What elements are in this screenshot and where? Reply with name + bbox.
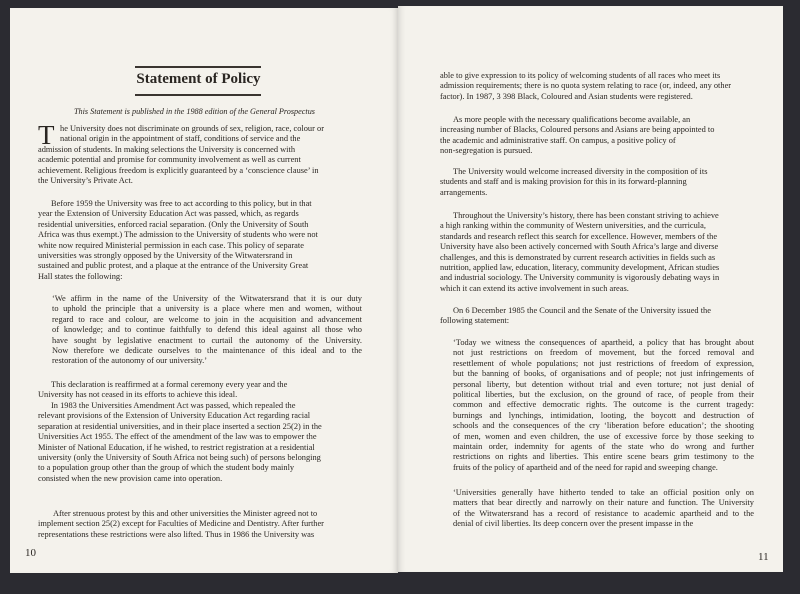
text-line: able to give expression to its policy of welcoming students of all races who meet its: [440, 71, 721, 80]
text-line: admission of students. In making selections the University is concerned with: [38, 144, 296, 154]
text-line: of men, women and even children, the use of excessive force by those seeking to: [453, 431, 754, 441]
text-line: challenges, and this is demonstrated by current research activities in fields such as: [440, 252, 716, 262]
text-line: Hall states the following:: [38, 271, 123, 281]
text-line: After strenuous protest by this and other universities the Minister agreed not to: [53, 509, 318, 518]
paragraph: [38, 380, 353, 401]
text-line: a high ranking within the community of Western universities, and the curricula,: [440, 221, 706, 231]
text-line: university (only the University of South Africa not being such) of persons belonging: [38, 452, 321, 462]
paragraph: [38, 401, 353, 484]
text-line: achievement. Religious freedom is explicitly guaranteed by a ‘conscience clause’ in: [38, 165, 319, 175]
text-line: relevant provisions of the Extension of University Education Act regarding racial: [38, 411, 311, 421]
paragraph: [440, 115, 758, 157]
page-number: 10: [25, 547, 36, 559]
left-page: [10, 8, 398, 573]
text-line: The University would welcome increased diversity in the composition of its: [453, 167, 708, 176]
text-line: non-segregation is pursued.: [440, 146, 533, 156]
text-line: implement section 25(2) except for Faculties of Medicine and Dentistry. After further: [38, 519, 324, 529]
page-title: Statement of Policy: [136, 71, 261, 87]
text-line: ‘Today we witness the consequences of apartheid, a policy that has brought about: [453, 338, 754, 347]
paragraph: [440, 167, 758, 198]
subtitle: This Statement is published in the 1988 edition of the General Prospectus: [74, 107, 315, 116]
text-line: standards and research reflect this search for excellence. However, members of the: [440, 231, 718, 241]
quote-paragraph: [453, 338, 754, 473]
text-line: burnings and lynchings, intimidation, looting, the boycott and destruction of: [453, 410, 754, 420]
right-page: [398, 6, 783, 572]
text-line: factor). In 1987, 3 398 Black, Coloured and Asian students were registered.: [440, 91, 693, 101]
paragraph: [38, 120, 353, 186]
text-line: resettlement of whole populations; not just restrictions of freedom of expression,: [453, 358, 754, 368]
text-line: have sought by legislative enactment to curtail the autonomy of the University.: [52, 335, 362, 345]
text-line: restrictions on rights and liberties. This entire scene bears grim testimony to the: [453, 452, 754, 462]
paragraph: [440, 71, 758, 102]
text-line: representations these restrictions were also lifted. Thus in 1986 the University was: [38, 529, 315, 539]
quote-paragraph: [52, 294, 362, 367]
text-line: Before 1959 the University was free to act according to this policy, but in that: [51, 199, 312, 208]
text-line: students and staff and is making provision for this in its forward-planning: [440, 177, 687, 187]
text-line: regard to race and colour, are welcome to join in the acquisition and advancement: [52, 314, 362, 324]
text-line: national origin in the appointment of staff, conditions of service and the: [60, 134, 301, 144]
paragraph: [38, 509, 353, 540]
text-line: denial of civil liberties. Its deep concern over the present impasse in the: [453, 519, 694, 529]
text-line: On 6 December 1985 the Council and the Senate of the University issued the: [453, 306, 711, 315]
text-line: of knowledge; and to continue faithfully to defend this ideal against all those who: [52, 325, 362, 335]
text-line: common and effective democratic rights. The outcome is the current tragedy:: [453, 400, 754, 410]
text-line: increasing number of Blacks, Coloured persons and Asians are being appointed to: [440, 125, 715, 135]
text-line: Throughout the University’s history, there has been constant striving to achieve: [453, 211, 719, 220]
text-line: to uphold the principle that a university is a place where men and women, without: [52, 304, 362, 314]
text-line: and industrial sociology. The University community is vigorously debating ways in: [440, 273, 720, 283]
title-rule-bottom: [135, 94, 261, 96]
text-line: ‘We affirm in the name of the University of the Witwatersrand that it is our duty: [52, 294, 362, 303]
text-line: Universities Act 1955. The effect of the amendment of the law was to empower the: [38, 432, 317, 442]
text-line: restoration of the autonomy of our university.’: [52, 356, 208, 366]
text-line: which it can extend its active involvement in such areas.: [440, 283, 629, 293]
text-line: he University does not discriminate on grounds of sex, religion, race, colour or: [60, 124, 324, 133]
text-line: of the Witwatersrand has a record of resistance to academic apartheid and to the: [453, 508, 754, 518]
text-line: Minister of National Education, if he wished, to restrict registration at a residential: [38, 442, 315, 452]
text-line: fruits of the policy of apartheid and of the need for rapid and sweeping change.: [453, 462, 718, 472]
text-line: sustained and public protest, and a plaque at the entrance of the University Great: [38, 261, 309, 271]
text-line: arrangements.: [440, 187, 488, 197]
text-line: residential universities, enforced racial separation. (Only the University of South: [38, 219, 309, 229]
text-line: Africa was thus exempt.) The admission to the University of students who were not: [38, 230, 318, 240]
page-number: 11: [758, 551, 769, 563]
text-line: not just restrictions on freedom of movement, but the forced removal and: [453, 348, 754, 358]
title-rule-top: [135, 66, 261, 68]
text-line: white now required Ministerial permission in each case. This policy of separate: [38, 240, 304, 250]
text-line: the University’s Private Act.: [38, 175, 133, 185]
paragraph: [440, 306, 758, 327]
text-line: University have also been actively concerned with South Africa’s large and diverse: [440, 242, 719, 252]
text-line: This declaration is reaffirmed at a formal ceremony every year and the: [51, 380, 288, 389]
text-line: to a population group other than the group of which the student body mainly: [38, 463, 295, 473]
text-line: year the Extension of University Education Act was passed, which, as regards: [38, 209, 299, 219]
text-line: schools and the consequences of the cry ‘liberation before education’; the shooting: [453, 421, 754, 431]
text-line: admission requirements; there is no quota system relating to race (or, indeed, any other: [440, 81, 732, 91]
text-line: matters that bear directly and narrowly on their nature and function. The University: [453, 498, 754, 508]
paragraph: [440, 211, 758, 294]
text-line: personal liberty, but detention without trial and even torture; not just denial of: [453, 379, 754, 389]
text-line: following statement:: [440, 316, 510, 326]
text-line: nutrition, applied law, education, literacy, community development, African studies: [440, 262, 720, 272]
text-line: maintain order, indemnity for agents of the state who do wrong and further: [453, 441, 754, 451]
quote-paragraph: [453, 488, 754, 530]
text-line: In 1983 the Universities Amendment Act was passed, which repealed the: [51, 401, 296, 410]
text-line: universities was strongly opposed by the University of the Witwatersrand in: [38, 250, 293, 260]
text-line: the academic and administrative staff. On campus, a positive policy of: [440, 135, 676, 145]
text-line: consisted when the new provision came into operation.: [38, 473, 223, 483]
text-line: As more people with the necessary qualifications become available, an: [453, 115, 691, 124]
text-line: academic potential and promise for community involvement as well as current: [38, 155, 301, 165]
text-line: but the banning of books, of organisations and of people; not just infringements of: [453, 369, 754, 379]
paragraph: [38, 199, 353, 282]
text-line: Now therefore we dedicate ourselves to the maintenance of this ideal and to the: [52, 345, 362, 355]
drop-cap: T: [38, 120, 55, 150]
text-line: ‘Universities generally have hitherto tended to take an official position only on: [453, 488, 754, 497]
text-line: separation at residential universities, and in their place inserted a section 25(2) in the: [38, 421, 322, 431]
text-line: political liberties, but the exclusion, on the ground of race, of people from their: [453, 389, 754, 399]
text-line: University has not ceased in its efforts to achieve this ideal.: [38, 390, 238, 400]
